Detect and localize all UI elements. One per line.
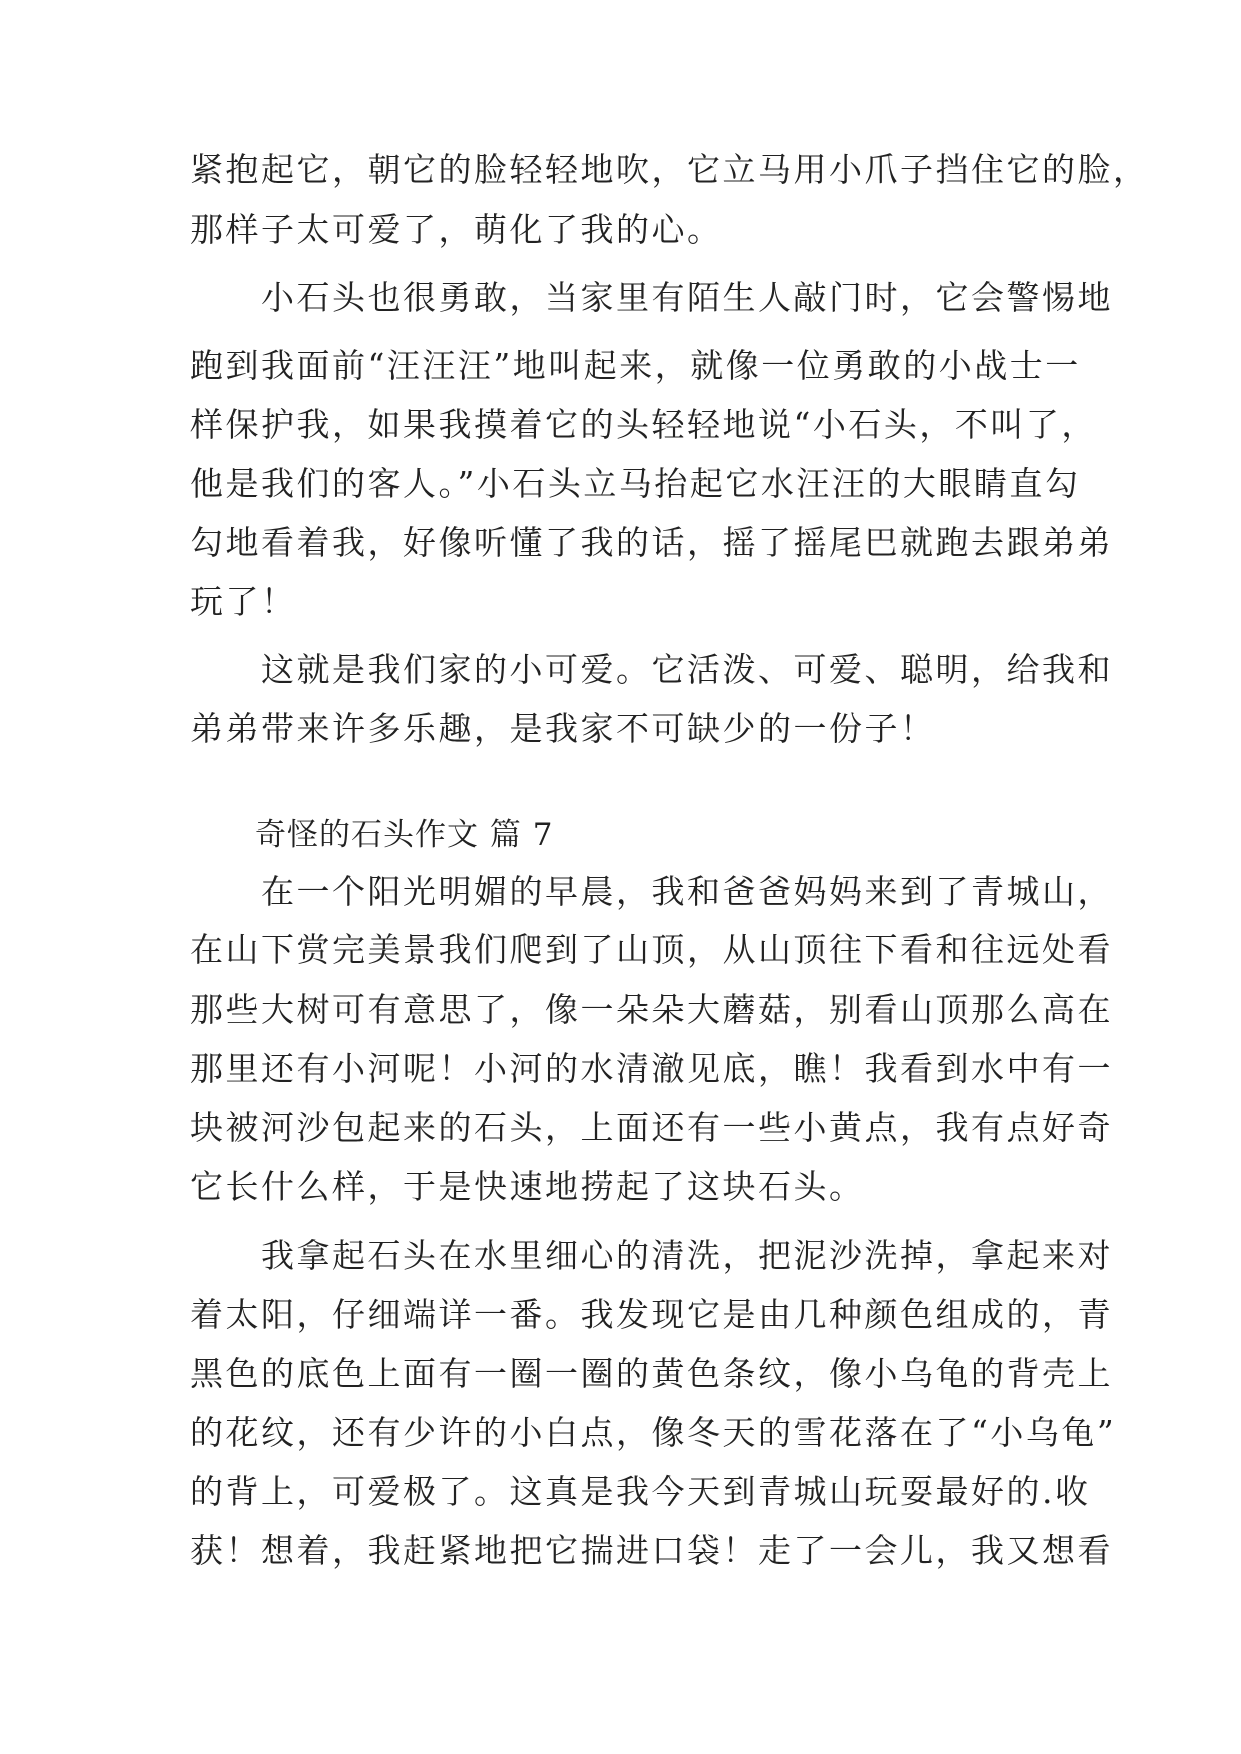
paragraph-line: 着太阳，仔细端详一番。我发现它是由几种颜色组成的，青 <box>190 1295 1113 1334</box>
paragraph-line: 在山下赏完美景我们爬到了山顶，从山顶往下看和往远处看 <box>190 930 1113 969</box>
paragraph-line: 黑色的底色上面有一圈一圈的黄色条纹，像小乌龟的背壳上 <box>190 1354 1113 1393</box>
paragraph-line: 小石头也很勇敢，当家里有陌生人敲门时，它会警惕地 <box>190 278 1113 317</box>
paragraph-line: 的花纹，还有少许的小白点，像冬天的雪花落在了“小乌龟” <box>190 1413 1117 1452</box>
paragraph-line: 那些大树可有意思了，像一朵朵大蘑菇，别看山顶那么高在 <box>190 990 1113 1029</box>
paragraph-line: 紧抱起它，朝它的脸轻轻地吹，它立马用小爪子挡住它的脸， <box>190 150 1149 189</box>
paragraph-line: 获！想着，我赶紧地把它揣进口袋！走了一会儿，我又想看 <box>190 1531 1113 1570</box>
paragraph-line: 那样子太可爱了，萌化了我的心。 <box>190 210 723 249</box>
paragraph-line: 它长什么样，于是快速地捞起了这块石头。 <box>190 1167 865 1206</box>
paragraph-line: 这就是我们家的小可爱。它活泼、可爱、聪明，给我和 <box>190 650 1113 689</box>
paragraph-line: 弟弟带来许多乐趣，是我家不可缺少的一份子！ <box>190 709 936 748</box>
paragraph-line: 我拿起石头在水里细心的清洗，把泥沙洗掉，拿起来对 <box>190 1236 1113 1275</box>
paragraph-line: 在一个阳光明媚的早晨，我和爸爸妈妈来到了青城山， <box>190 872 1113 911</box>
paragraph-line: 块被河沙包起来的石头，上面还有一些小黄点，我有点好奇 <box>190 1108 1113 1147</box>
paragraph-line: 勾地看着我，好像听懂了我的话，摇了摇尾巴就跑去跟弟弟 <box>190 523 1113 562</box>
paragraph-line: 那里还有小河呢！小河的水清澈见底，瞧！我看到水中有一 <box>190 1049 1113 1088</box>
paragraph-line: 样保护我，如果我摸着它的头轻轻地说“小石头，不叫了， <box>190 405 1097 444</box>
paragraph-line: 玩了！ <box>190 582 297 621</box>
paragraph-line: 他是我们的客人。”小石头立马抬起它水汪汪的大眼睛直勾 <box>190 464 1081 503</box>
section-heading: 奇怪的石头作文 篇 7 <box>255 817 554 853</box>
paragraph-line: 的背上，可爱极了。这真是我今天到青城山玩耍最好的.收 <box>190 1472 1091 1511</box>
paragraph-line: 跑到我面前“汪汪汪”地叫起来，就像一位勇敢的小战士一 <box>190 346 1081 385</box>
